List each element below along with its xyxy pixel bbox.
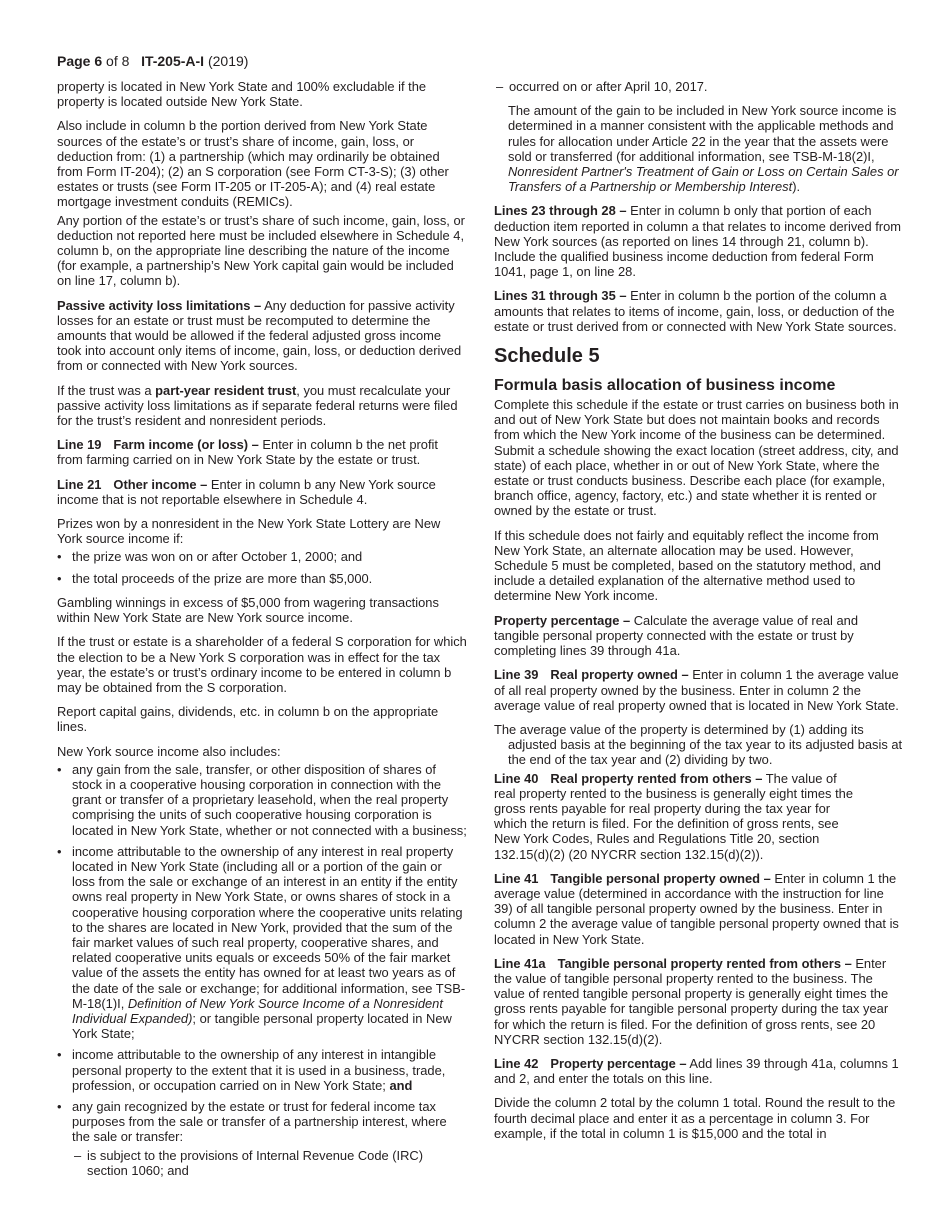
paragraph: New York source income also includes: xyxy=(57,743,281,759)
paragraph: If this schedule does not fairly and equitably reflect the income from New York State, an alternate allocation may be used. However, Schedule 5 must be completed, based on the statutory method, and include a detailed explanation of the alternative method used to determine New York income. xyxy=(494,527,881,604)
list-item: • any gain from the sale, transfer, or other disposition of shares of stock in a cooperative housing corporation in connection with the grant or transfer of a proprietary leasehold, when the real property comprising the units of such cooperative housing corporation is located in New York State, whether or not connected with a business; xyxy=(57,762,467,838)
part-year-paragraph: If the trust was a part-year resident trust, you must recalculate your passive activity loss limitations as if separate federal returns were filed for the trust’s resident and nonresident periods. xyxy=(57,382,458,429)
line-19-paragraph: Line 19 Farm income (or loss) – Enter in column b the net profit from farming carried on in New York State by the estate or trust. xyxy=(57,437,438,468)
sublist-item: – is subject to the provisions of Internal Revenue Code (IRC) section 1060; and xyxy=(72,1148,467,1178)
line-21-title: Other income – xyxy=(113,476,208,492)
line-19-label: Line 19 xyxy=(57,437,102,453)
page-number: Page 6 xyxy=(57,53,103,69)
line-21-label: Line 21 xyxy=(57,476,102,492)
average-value-paragraph: The average value of the property is determined by (1) adding its adjusted basis at the beginning of the tax year to its adjusted basis at the end of the tax year and (2) dividing by two. xyxy=(494,721,903,768)
page-count: of 8 xyxy=(102,53,130,69)
line-19-title: Farm income (or loss) – xyxy=(113,437,259,453)
sublist xyxy=(72,1148,467,1178)
paragraph: Report capital gains, dividends, etc. in column b on the appropriate lines. xyxy=(57,704,439,735)
sublist-item: – occurred on or after April 10, 2017. xyxy=(494,79,904,94)
lines-23-28-paragraph: Lines 23 through 28 – Enter in column b only that portion of each deduction item reported in column a that relates to income derived from New York sources (as reported on lines 14 through 21, column b). Include the qualified business income deduction from federal Form 1041, page 1, on line 28. xyxy=(494,203,901,280)
right-column xyxy=(494,79,904,1150)
paragraph: Gambling winnings in excess of $5,000 from wagering transactions within New York State are New York source income. xyxy=(57,594,439,626)
paragraph: property is located in New York State and 100% excludable if the property is located outside New York State. xyxy=(57,79,427,110)
list-item: • the prize was won on or after October 1, 2000; and xyxy=(57,549,467,564)
passive-activity-paragraph: Passive activity loss limitations – Any deduction for passive activity losses for an estate or trust must be recomputed to determine the amounts that would be allowed if the federal adjusted gross income took into account only items of income, gain, loss, or deduction derived from or connected with New York sources. xyxy=(57,297,462,374)
ny-source-list xyxy=(57,762,467,1178)
paragraph: Also include in column b the portion derived from New York State sources of the estate’s or trust’s share of income, gain, loss, or deduction from: (1) a partnership (which may ordinarily be obtained from Form IT-204); (2) an S corporation (see Form CT-3-S); (3) other estates or trusts (see Form IT-205 or IT-205-A); and (4) real estate mortgage investment conduits (REMICs). xyxy=(57,118,449,210)
paragraph: If the trust or estate is a shareholder of a federal S corporation for which the election to be a New York S corporation was in effect for the tax year, the estate’s or trust’s ordinary income to be entered in column b may be obtained from the S corporation. xyxy=(57,634,467,695)
schedule-5-heading: Schedule 5 xyxy=(494,345,600,368)
line-41a-paragraph: Line 41a Tangible personal property rented from others – Enter the value of tangible personal property rented to the business. The value of rented tangible personal property is generally eight times the gross rents payable for tangible personal property during the tax year for which the return is filed. For the definition of gross rents, see 20 NYCRR section 132.15(d)(2). xyxy=(494,955,889,1047)
list-item: • income attributable to the ownership of any interest in real property located in New York State (including all or a portion of the gain or loss from the sale or exchange of an interest in an entity if the entity owns real property in New York State, or owns shares of stock in a cooperative housing corporation where the cooperative units relating to the shares are located in New York, provided that the sum of the fair market values of such real property, cooperative shares, and related cooperative units equals or exceeds 50% of the fair market value of the assets the entity has owned for at least two years as of the date of the sale or exchange; for additional information, see TSB-M-18(1)I, Definition of New York Source Income of a Nonresident Individual Expanded); or tangible personal property located in New York State; xyxy=(57,844,467,1042)
page-header xyxy=(57,53,248,70)
schedule-5-subheading: Formula basis allocation of business income xyxy=(494,377,836,395)
passive-activity-heading: Passive activity loss limitations – xyxy=(57,297,262,313)
form-id: IT-205-A-I xyxy=(141,53,205,69)
paragraph: Complete this schedule if the estate or trust carries on business both in and out of New York State but does not maintain books and records from which the New York income of the business can be determined. Submit a schedule showing the exact location (street address, city, and state) of each place, whether in or out of New York State, where the estate or trust conducts business. Describe each place (for example, branch office, agency, factory, etc.) and state whether it is rented or owned by the estate or trust. xyxy=(494,397,899,519)
line-42-paragraph: Line 42 Property percentage – Add lines 39 through 41a, columns 1 and 2, and enter the totals on this line. xyxy=(494,1055,899,1087)
lines-31-35-paragraph: Lines 31 through 35 – Enter in column b the portion of the column a amounts that relates to items of income, gain, loss, or deduction of the estate or trust derived from or connected with New York State sources. xyxy=(494,288,897,334)
list-item: • any gain recognized by the estate or trust for federal income tax purposes from the sale or transfer of a partnership interest, where the sale or transfer: – is subject to the provisions of Internal Revenue Code (IRC) section 1060; and xyxy=(57,1099,467,1178)
line-41-paragraph: Line 41 Tangible personal property owned – Enter in column 1 the average value (determined in accordance with the instruction for line 39) of all tangible personal property owned by the business. Enter in column 2 the average value of tangible personal property owned that is located in New York State. xyxy=(494,870,899,947)
sublist-continued xyxy=(494,79,904,94)
lottery-list xyxy=(57,549,467,585)
gain-paragraph: The amount of the gain to be included in New York source income is determined in a manner consistent with the applicable methods and rules for allocation under Article 22 in the year that the assets were sold or transferred (for additional information, see TSB-M-18(2)I, Nonresident Partner's Treatment of Gain or Loss on Certain Sales or Transfers of a Partnership or Membership Interest). xyxy=(508,103,899,195)
form-year: (2019) xyxy=(204,53,249,69)
lottery-intro: Prizes won by a nonresident in the New York State Lottery are New York source income if: xyxy=(57,516,441,547)
line-39-paragraph: Line 39 Real property owned – Enter in column 1 the average value of all real property owned by the business. Enter in column 2 the average value of real property owned that is located in New York State. xyxy=(494,667,899,713)
paragraph: Divide the column 2 total by the column 1 total. Round the result to the fourth decimal place and enter it as a percentage in column 3. For example, if the total in column 1 is $15,000 and the total in xyxy=(494,1095,896,1141)
left-column xyxy=(57,79,467,1187)
line-21-paragraph: Line 21 Other income – Enter in column b any New York source income that is not reportable elsewhere in Schedule 4. xyxy=(57,476,436,507)
list-item: • the total proceeds of the prize are more than $5,000. xyxy=(57,571,467,586)
line-40-paragraph: Line 40 Real property rented from others – The value of real property rented to the business is generally eight times the gross rents payable for real property during the tax year for which the return is filed. For the definition of gross rents, see New York Codes, Rules and Regulations Title 20, section 132.15(d)(2) (20 NYCRR section 132.15(d)(2)). xyxy=(494,770,853,862)
list-item: • income attributable to the ownership of any interest in intangible personal property to the extent that it is used in a business, trade, profession, or occupation carried on in New York State; and xyxy=(57,1047,467,1093)
property-percentage-paragraph: Property percentage – Calculate the average value of real and tangible personal property connected with the estate or trust by completing lines 39 through 41a. xyxy=(494,612,859,659)
paragraph: Any portion of the estate’s or trust’s share of such income, gain, loss, or deduction not reported here must be included elsewhere in Schedule 4, column b, on the appropriate line describing the nature of the income (for example, a partnership’s New York capital gain would be included on line 17, column b). xyxy=(57,212,465,289)
